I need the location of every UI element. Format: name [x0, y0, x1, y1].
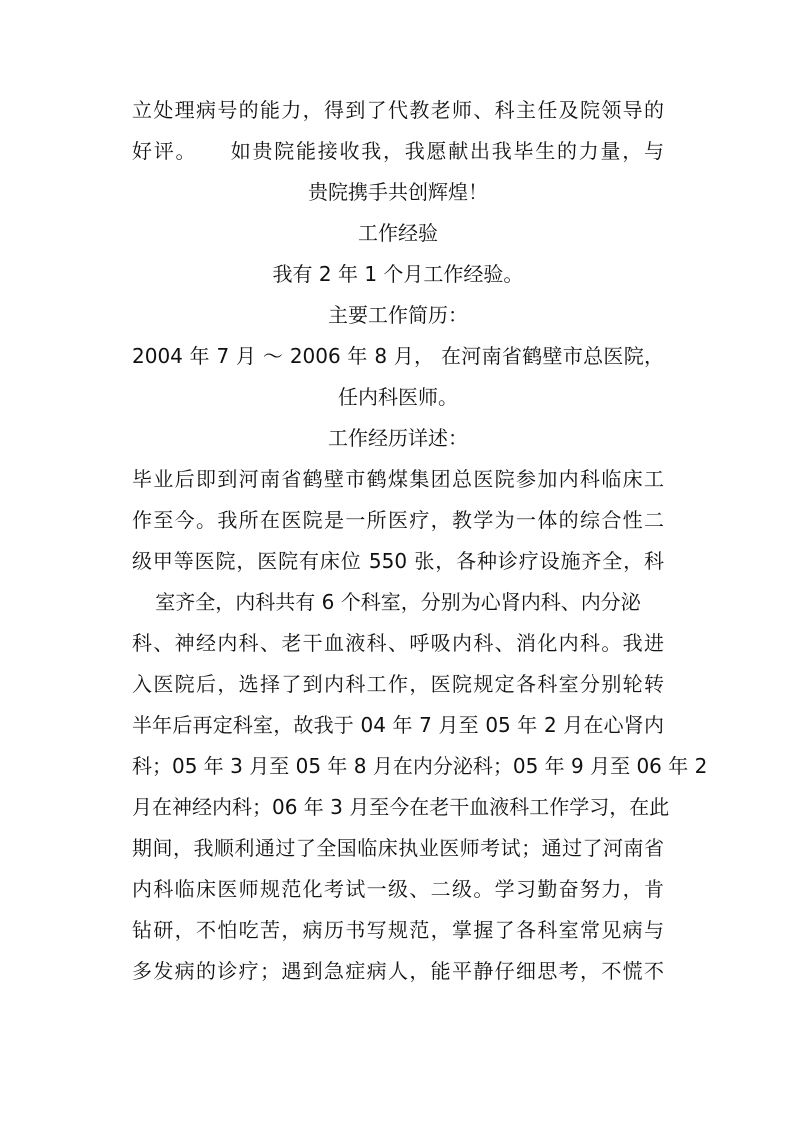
- section-heading-main-resume: 主要工作简历：: [328, 303, 468, 327]
- paragraph-line: 立处理病号的能力，得到了代教老师、科主任及院领导的: [132, 98, 664, 122]
- paragraph-line: 多发病的诊疗；遇到急症病人，能平静仔细思考，不慌不: [132, 959, 664, 983]
- section-heading-experience-details: 工作经历详述：: [328, 426, 468, 450]
- paragraph-line: 半年后再定科室，故我于 04 年 7 月至 05 年 2 月在心肾内: [132, 713, 664, 737]
- employment-position: 任内科医师。: [338, 385, 458, 409]
- experience-summary: 我有 2 年 1 个月工作经验。: [272, 262, 524, 286]
- employment-period: 2004 年 7 月 ～ 2006 年 8 月， 在河南省鹤壁市总医院，: [132, 344, 664, 368]
- paragraph-line: 贵院携手共创辉煌！: [308, 180, 488, 204]
- section-heading-work-experience: 工作经验: [358, 221, 438, 245]
- paragraph-line: 钻研，不怕吃苦，病历书写规范，掌握了各科室常见病与: [132, 918, 664, 942]
- paragraph-line: 科、神经内科、老干血液科、呼吸内科、消化内科。我进: [132, 631, 664, 655]
- paragraph-line: 级甲等医院，医院有床位 550 张，各种诊疗设施齐全，科: [132, 549, 664, 573]
- paragraph-line: 作至今。我所在医院是一所医疗，教学为一体的综合性二: [132, 508, 664, 532]
- paragraph-line: 月在神经内科；06 年 3 月至今在老干血液科工作学习，在此: [132, 795, 670, 819]
- paragraph-line: 期间，我顺利通过了全国临床执业医师考试；通过了河南省: [132, 836, 664, 860]
- paragraph-line: 毕业后即到河南省鹤壁市鹤煤集团总医院参加内科临床工: [132, 467, 664, 491]
- paragraph-line: 室齐全，内科共有 6 个科室，分别为心肾内科、内分泌: [155, 590, 641, 614]
- paragraph-line: 科；05 年 3 月至 05 年 8 月在内分泌科；05 年 9 月至 06 年 2: [132, 754, 708, 778]
- document-body: [132, 90, 708, 992]
- paragraph-line: 入医院后，选择了到内科工作，医院规定各科室分别轮转: [132, 672, 664, 696]
- paragraph-line: 好评。 如贵院能接收我，我愿献出我毕生的力量，与: [132, 139, 664, 163]
- paragraph-line: 内科临床医师规范化考试一级、二级。学习勤奋努力，肯: [132, 877, 664, 901]
